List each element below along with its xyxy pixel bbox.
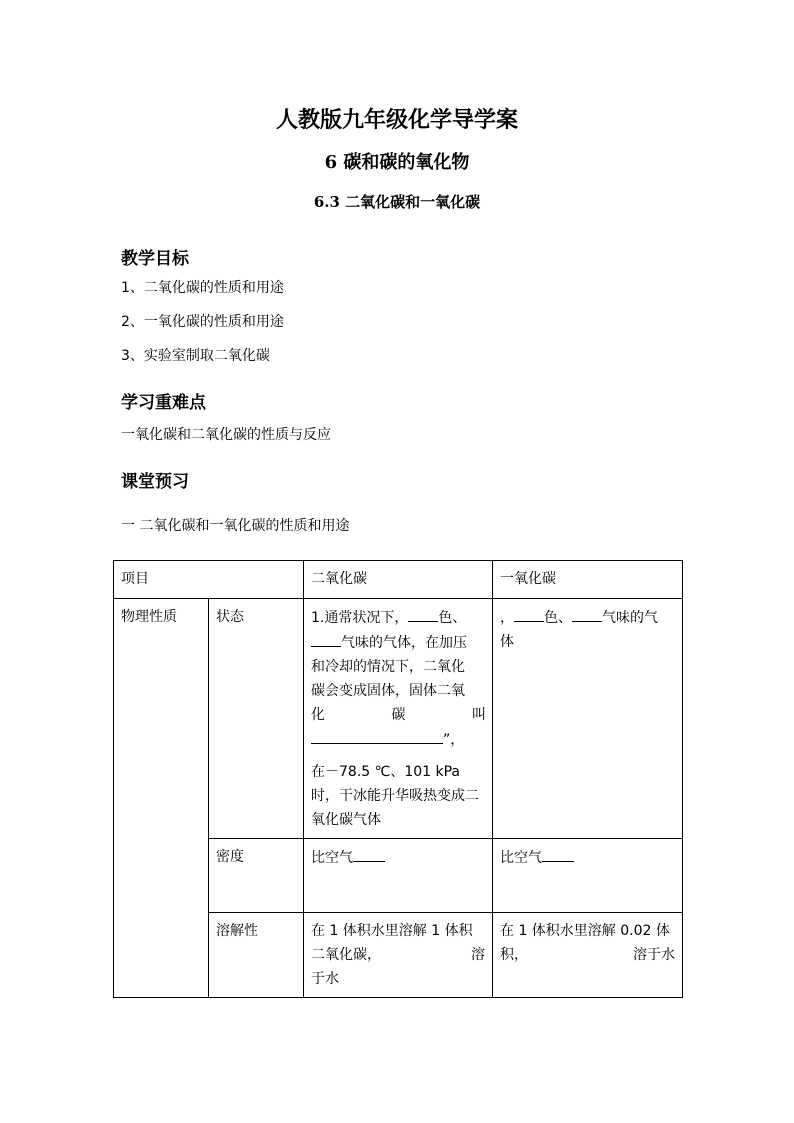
fill-blank[interactable] xyxy=(542,845,574,862)
co2-state-text: 化 xyxy=(311,707,325,723)
co2-density-text: 比空气 xyxy=(311,850,353,866)
co2-state-text: 碳 xyxy=(391,707,406,723)
goals-heading: 教学目标 xyxy=(121,249,189,269)
co2-state-text: 1.通常状况下， xyxy=(311,610,409,626)
co2-state-text: 色、 xyxy=(438,610,467,626)
co-state-text: ， xyxy=(500,610,514,626)
co2-solubility-text: 溶 xyxy=(471,947,485,963)
co2-state-text: 和冷却的情况下，二氧化 xyxy=(311,659,465,675)
fill-blank[interactable] xyxy=(353,845,385,862)
solubility-label: 溶解性 xyxy=(209,913,304,998)
fill-blank[interactable] xyxy=(311,630,341,647)
co2-state-text: 气味的气体，在加压 xyxy=(341,635,467,651)
co-solubility-text: 积， xyxy=(500,947,528,963)
table-header-row xyxy=(114,561,683,599)
co-state-text: 色、 xyxy=(544,610,572,626)
co-density-text: 比空气 xyxy=(500,850,542,866)
preview-subheading: 一 二氧化碳和一氧化碳的性质和用途 xyxy=(121,518,350,534)
co-state-text: 体 xyxy=(500,634,514,650)
co-solubility-text: 在 1 体积水里溶解 0.02 体 xyxy=(500,923,670,939)
co2-solubility-cell xyxy=(304,913,493,998)
co-state-text: 气味的气 xyxy=(602,610,658,626)
co2-solubility-text: 于水 xyxy=(311,971,339,987)
goal-item: 2、一氧化碳的性质和用途 xyxy=(121,314,284,330)
state-row xyxy=(114,599,683,839)
co2-state-cell xyxy=(304,599,493,839)
fill-blank[interactable] xyxy=(408,605,438,622)
header-item: 项目 xyxy=(114,561,304,599)
co2-state-text: ”， xyxy=(443,732,465,748)
goal-item: 3、实验室制取二氧化碳 xyxy=(121,348,270,364)
co2-state-text: 叫 xyxy=(472,707,486,723)
key-points-heading: 学习重难点 xyxy=(121,393,206,413)
co2-solubility-text: 二氧化碳， xyxy=(311,947,381,963)
co2-density-cell xyxy=(304,839,493,913)
fill-blank[interactable] xyxy=(311,727,443,744)
co-density-cell xyxy=(493,839,683,913)
co2-state-text: 碳会变成固体，固体二氧 xyxy=(311,683,465,699)
co-solubility-text: 溶于水 xyxy=(633,947,675,963)
co-solubility-cell xyxy=(493,913,683,998)
physical-properties-cell: 物理性质 xyxy=(114,599,209,998)
fill-blank[interactable] xyxy=(514,605,544,622)
doc-title: 人教版九年级化学导学案 xyxy=(275,107,518,133)
density-label: 密度 xyxy=(209,839,304,913)
preview-heading: 课堂预习 xyxy=(121,472,189,492)
header-co2: 二氧化碳 xyxy=(304,561,493,599)
chapter-title: 6 碳和碳的氧化物 xyxy=(324,152,470,173)
state-label: 状态 xyxy=(209,599,304,839)
co2-solubility-text: 在 1 体积水里溶解 1 体积 xyxy=(311,923,473,939)
co-state-cell xyxy=(493,599,683,839)
fill-blank[interactable] xyxy=(572,605,602,622)
properties-table xyxy=(113,560,683,998)
co2-dry-ice-text: 在－78.5 ℃、101 kPa 时，干冰能升华吸热变成二氧化碳气体 xyxy=(311,764,479,828)
header-co: 一氧化碳 xyxy=(493,561,683,599)
section-title: 6.3 二氧化碳和一氧化碳 xyxy=(313,193,481,211)
goal-item: 1、二氧化碳的性质和用途 xyxy=(121,280,284,296)
key-points-text: 一氧化碳和二氧化碳的性质与反应 xyxy=(121,427,331,443)
